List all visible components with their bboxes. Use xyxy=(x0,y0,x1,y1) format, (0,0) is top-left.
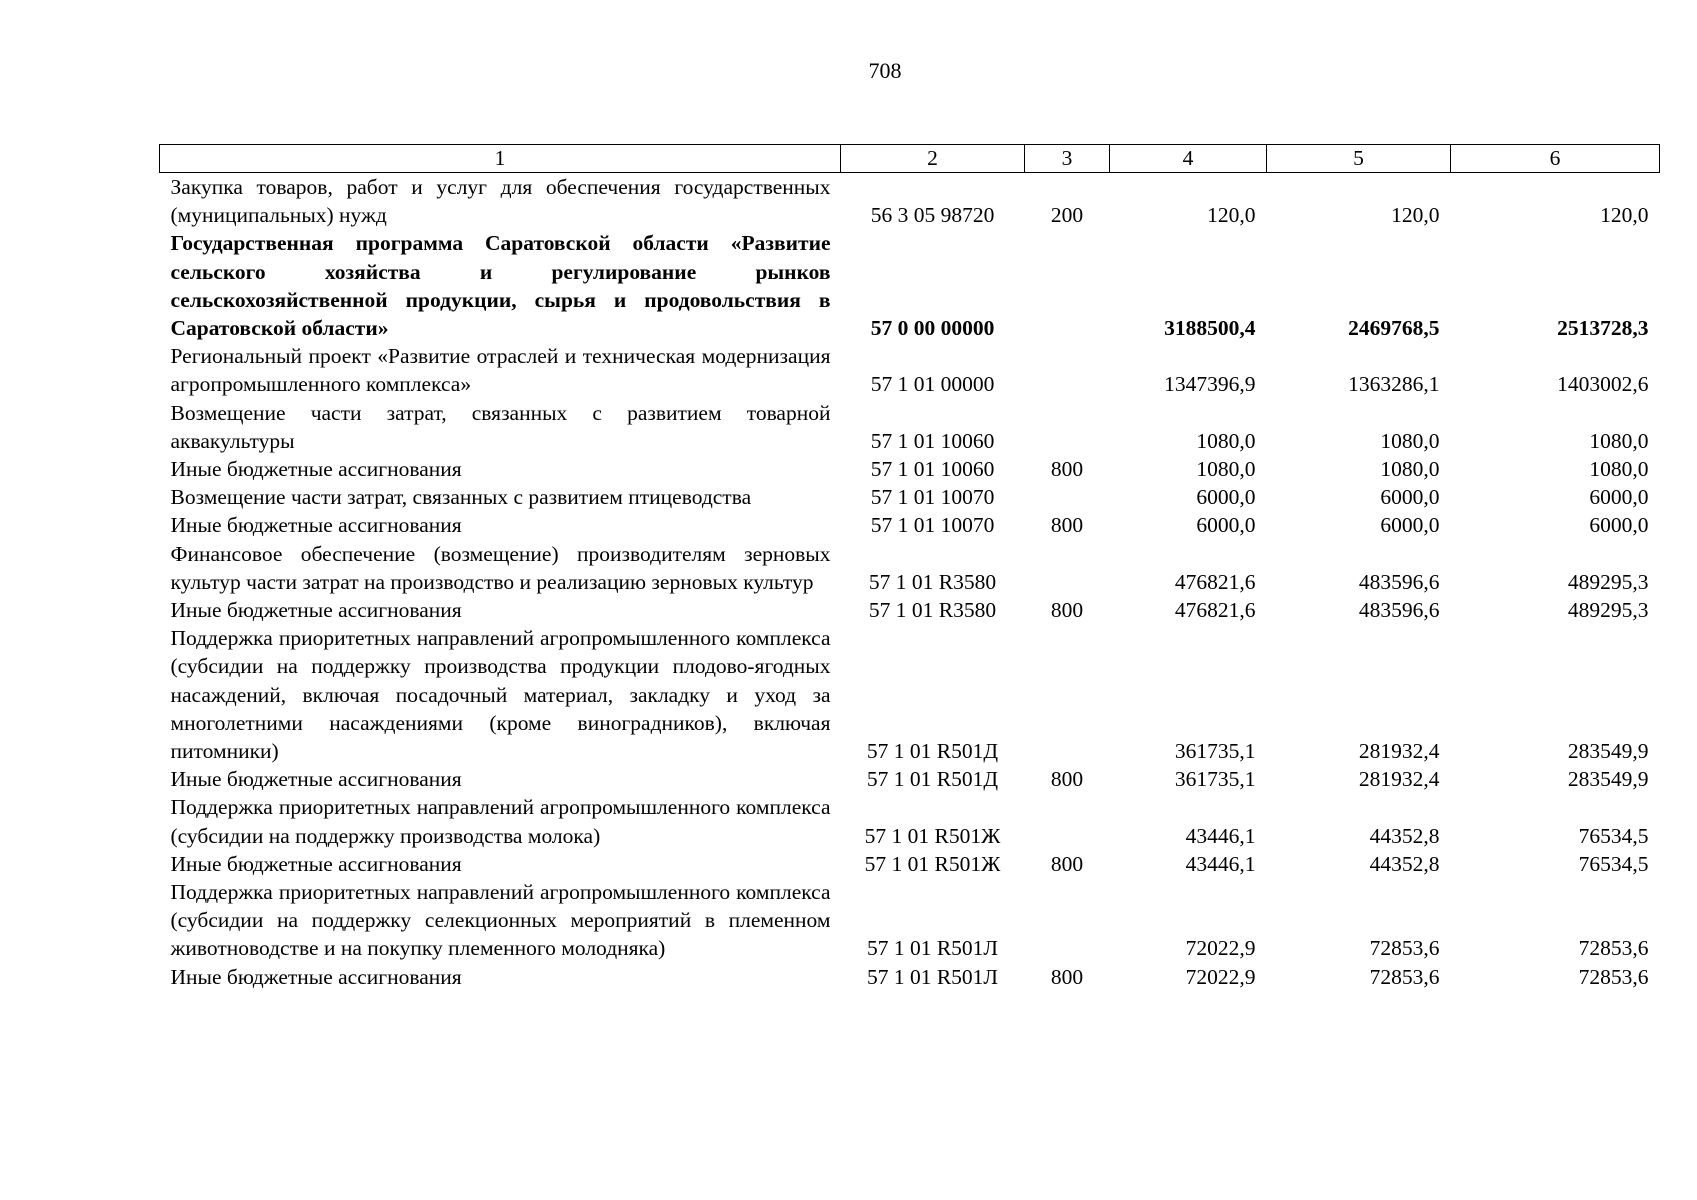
amount-col-5: 1080,0 xyxy=(1380,457,1440,482)
amount-col-6: 6000,0 xyxy=(1589,513,1649,538)
amount-col-6: 76534,5 xyxy=(1578,851,1649,876)
amount-col-6: 283549,9 xyxy=(1567,739,1649,764)
row-name: Иные бюджетные ассигнования xyxy=(170,513,462,538)
table-row xyxy=(160,173,1660,230)
amount-col-6: 2513728,3 xyxy=(1557,316,1649,341)
amount-col-4: 43446,1 xyxy=(1185,851,1256,876)
expense-type-code: 800 xyxy=(1050,851,1084,876)
column-header: 2 xyxy=(841,145,1025,173)
expense-type-code xyxy=(1025,342,1110,398)
target-article-code: 57 1 01 R501Л xyxy=(866,964,999,989)
column-header: 1 xyxy=(160,145,841,173)
expense-type-code: 800 xyxy=(1050,767,1084,792)
column-header: 3 xyxy=(1025,145,1110,173)
amount-col-4: 476821,6 xyxy=(1174,569,1256,594)
table-row xyxy=(160,793,1660,849)
column-number-row xyxy=(160,145,1660,173)
amount-col-5: 483596,6 xyxy=(1358,598,1440,623)
target-article-code: 57 1 01 R3580 xyxy=(868,569,997,594)
table-row xyxy=(160,878,1660,963)
table-row xyxy=(160,765,1660,793)
expense-type-code xyxy=(1025,483,1110,511)
amount-col-4: 476821,6 xyxy=(1174,598,1256,623)
row-name: Региональный проект «Развитие отраслей и техническая модернизация агропромышленного комплекса» xyxy=(170,344,831,397)
target-article-code: 57 1 01 10060 xyxy=(870,428,995,453)
amount-col-6: 76534,5 xyxy=(1578,823,1649,848)
table-row xyxy=(160,229,1660,342)
amount-col-6: 1080,0 xyxy=(1589,457,1649,482)
column-header: 4 xyxy=(1110,145,1267,173)
target-article-code: 57 0 00 00000 xyxy=(870,316,995,341)
amount-col-5: 44352,8 xyxy=(1369,851,1440,876)
row-name: Закупка товаров, работ и услуг для обеспечения государственных (муниципальных) нужд xyxy=(170,175,831,228)
row-name: Возмещение части затрат, связанных с развитием товарной аквакультуры xyxy=(170,400,831,453)
amount-col-6: 489295,3 xyxy=(1567,569,1649,594)
amount-col-4: 3188500,4 xyxy=(1164,316,1256,341)
table-row xyxy=(160,540,1660,596)
expense-type-code xyxy=(1025,878,1110,963)
row-name: Иные бюджетные ассигнования xyxy=(170,851,462,876)
row-name: Иные бюджетные ассигнования xyxy=(170,598,462,623)
row-name: Поддержка приоритетных направлений агропромышленного комплекса (субсидии на поддержку производства продукции плодово-ягодных насаждений, включая посадочный материал, закладку и уход за многолетними насаждениями (кроме виноградников), включая питомники) xyxy=(170,626,831,764)
amount-col-6: 283549,9 xyxy=(1567,767,1649,792)
table-row xyxy=(160,963,1660,991)
row-name: Государственная программа Саратовской области «Развитие сельского хозяйства и регулирование рынков сельскохозяйственной продукции, сырья и продовольствия в Саратовской области» xyxy=(170,231,831,341)
table-row xyxy=(160,624,1660,765)
amount-col-4: 1080,0 xyxy=(1196,457,1256,482)
amount-col-6: 489295,3 xyxy=(1567,598,1649,623)
row-name: Иные бюджетные ассигнования xyxy=(170,767,462,792)
budget-table xyxy=(159,144,1660,991)
amount-col-5: 120,0 xyxy=(1391,203,1440,228)
amount-col-5: 72853,6 xyxy=(1369,964,1440,989)
amount-col-6: 6000,0 xyxy=(1589,485,1649,510)
table-body xyxy=(160,173,1660,991)
target-article-code: 57 1 01 R501Д xyxy=(866,739,999,764)
table-row xyxy=(160,483,1660,511)
amount-col-5: 281932,4 xyxy=(1358,739,1440,764)
target-article-code: 57 1 01 R501Ж xyxy=(864,823,1001,848)
target-article-code: 57 1 01 R501Д xyxy=(866,767,999,792)
amount-col-4: 1080,0 xyxy=(1196,428,1256,453)
target-article-code: 57 1 01 R501Ж xyxy=(864,851,1001,876)
row-name: Иные бюджетные ассигнования xyxy=(170,964,462,989)
row-name: Финансовое обеспечение (возмещение) производителям зерновых культур части затрат на производство и реализацию зерновых культур xyxy=(170,541,831,594)
amount-col-6: 72853,6 xyxy=(1578,964,1649,989)
table-row xyxy=(160,596,1660,624)
expense-type-code xyxy=(1025,793,1110,849)
expense-type-code xyxy=(1025,624,1110,765)
amount-col-5: 6000,0 xyxy=(1380,485,1440,510)
row-name: Поддержка приоритетных направлений агропромышленного комплекса (субсидии на поддержку производства молока) xyxy=(170,795,831,848)
table-row xyxy=(160,511,1660,539)
amount-col-6: 1080,0 xyxy=(1589,428,1649,453)
column-header: 5 xyxy=(1267,145,1451,173)
amount-col-5: 6000,0 xyxy=(1380,513,1440,538)
table-row xyxy=(160,399,1660,455)
amount-col-5: 72853,6 xyxy=(1369,936,1440,961)
amount-col-4: 6000,0 xyxy=(1196,513,1256,538)
expense-type-code xyxy=(1025,399,1110,455)
page-number: 708 xyxy=(868,58,902,83)
expense-type-code: 200 xyxy=(1050,203,1084,228)
amount-col-6: 120,0 xyxy=(1600,203,1649,228)
expense-type-code: 800 xyxy=(1050,513,1084,538)
amount-col-5: 483596,6 xyxy=(1358,569,1440,594)
amount-col-4: 6000,0 xyxy=(1196,485,1256,510)
column-header: 6 xyxy=(1451,145,1660,173)
amount-col-5: 281932,4 xyxy=(1358,767,1440,792)
amount-col-4: 361735,1 xyxy=(1174,739,1256,764)
target-article-code: 57 1 01 00000 xyxy=(870,372,995,397)
amount-col-5: 2469768,5 xyxy=(1348,316,1440,341)
expense-type-code: 800 xyxy=(1050,964,1084,989)
amount-col-4: 43446,1 xyxy=(1185,823,1256,848)
amount-col-6: 72853,6 xyxy=(1578,936,1649,961)
row-name: Иные бюджетные ассигнования xyxy=(170,457,462,482)
row-name: Поддержка приоритетных направлений агропромышленного комплекса (субсидии на поддержку селекционных мероприятий в племенном животноводстве и на покупку племенного молодняка) xyxy=(170,880,831,961)
table-row xyxy=(160,342,1660,398)
target-article-code: 57 1 01 R501Л xyxy=(866,936,999,961)
target-article-code: 57 1 01 R3580 xyxy=(868,598,997,623)
target-article-code: 57 1 01 10070 xyxy=(870,485,995,510)
amount-col-4: 120,0 xyxy=(1207,203,1256,228)
row-name: Возмещение части затрат, связанных с развитием птицеводства xyxy=(170,485,752,510)
amount-col-5: 44352,8 xyxy=(1369,823,1440,848)
expense-type-code: 800 xyxy=(1050,457,1084,482)
expense-type-code: 800 xyxy=(1050,598,1084,623)
amount-col-4: 1347396,9 xyxy=(1164,372,1256,397)
amount-col-4: 72022,9 xyxy=(1185,964,1256,989)
table-row xyxy=(160,850,1660,878)
target-article-code: 56 3 05 98720 xyxy=(870,203,995,228)
expense-type-code xyxy=(1025,229,1110,342)
amount-col-4: 72022,9 xyxy=(1185,936,1256,961)
table-row xyxy=(160,455,1660,483)
expense-type-code xyxy=(1025,540,1110,596)
amount-col-5: 1363286,1 xyxy=(1348,372,1440,397)
target-article-code: 57 1 01 10070 xyxy=(870,513,995,538)
amount-col-4: 361735,1 xyxy=(1174,767,1256,792)
amount-col-5: 1080,0 xyxy=(1380,428,1440,453)
amount-col-6: 1403002,6 xyxy=(1557,372,1649,397)
target-article-code: 57 1 01 10060 xyxy=(870,457,995,482)
